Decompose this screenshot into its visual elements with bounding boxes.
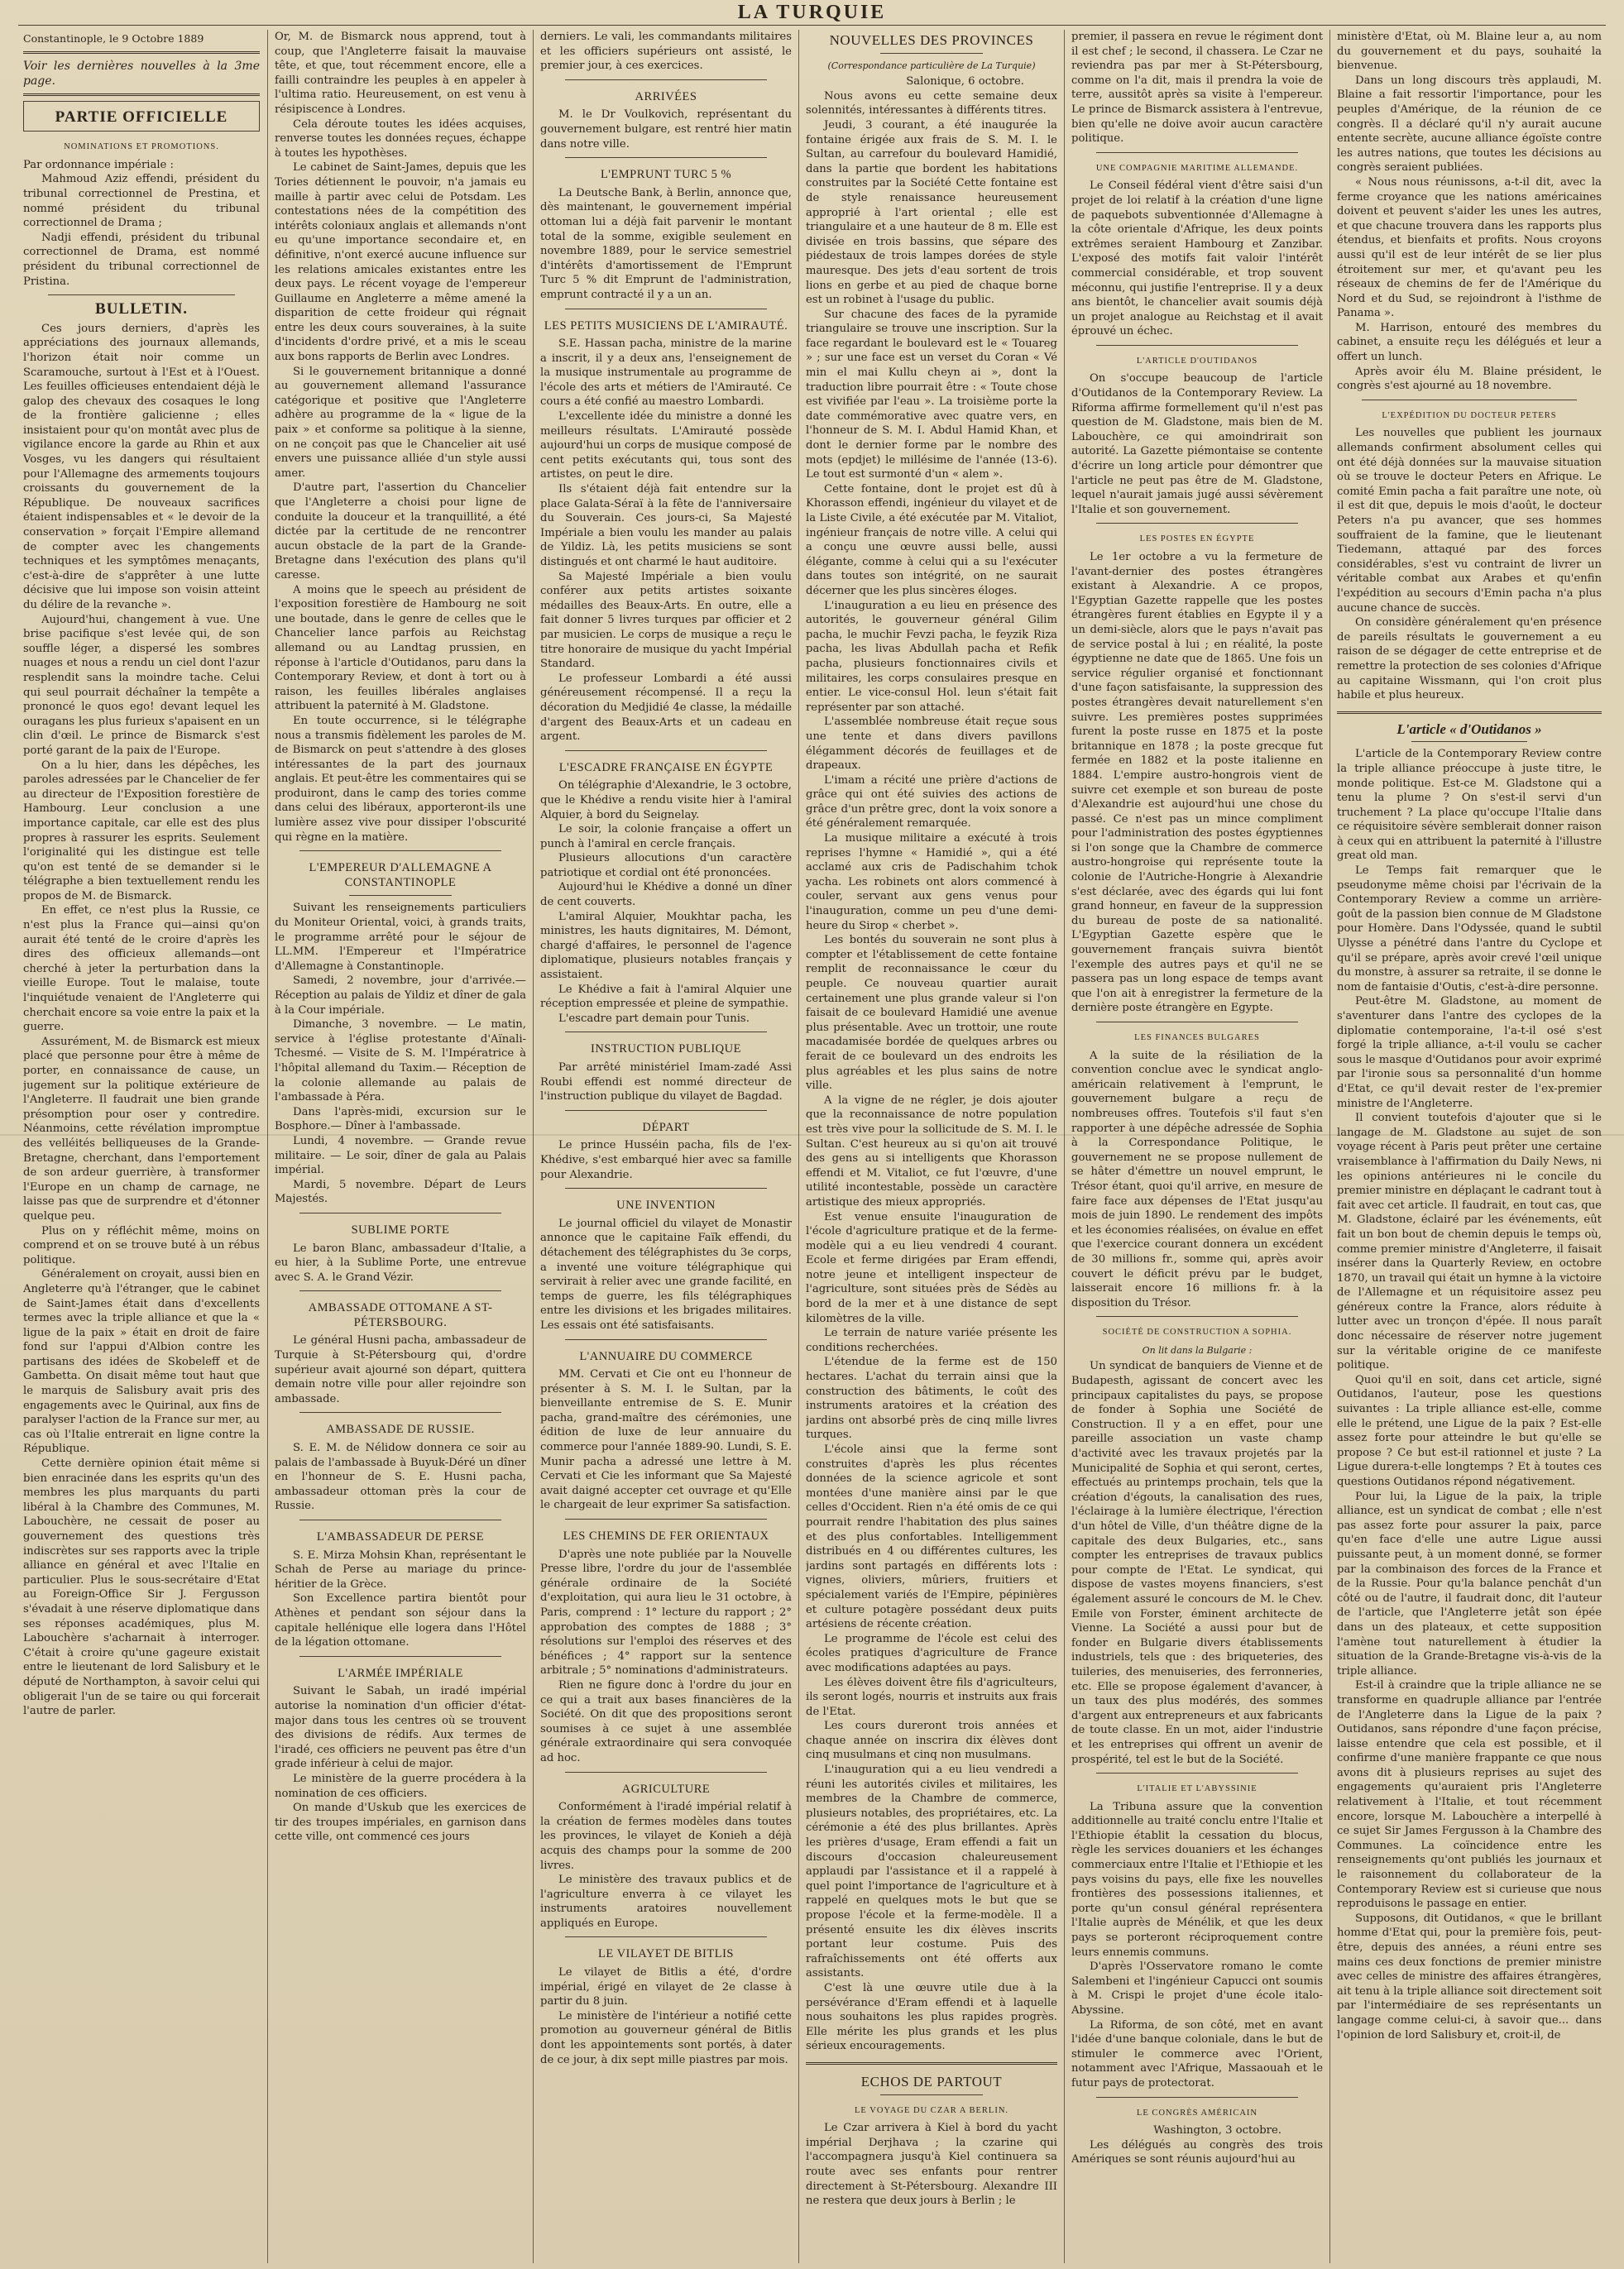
finances-bulgares-title: LES FINANCES BULGARES: [1134, 1033, 1260, 1042]
paragraph: Dimanche, 3 novembre. — Le matin, service à l'église protestante d'Aïnali-Tchesmé. — Visite de S. M. l'Impératrice à l'hôpital allemand du Taxim.— Réception de la colonie allemande au palais de l'ambassade à Péra.: [275, 1018, 526, 1104]
paragraph: Lundi, 4 novembre. — Grande revue militaire. — Le soir, dîner de gala au Palais impérial.: [275, 1134, 526, 1177]
paragraph: On télégraphie d'Alexandrie, le 3 octobre, que le Khédive a rendu visite hier à l'amiral Alquier, à bord du Seignelay.: [540, 779, 792, 821]
section-rule: [1096, 345, 1298, 346]
paragraph: Le soir, la colonie française a offert un punch à l'amiral en cercle français.: [540, 823, 792, 850]
paragraph: L'étendue de la ferme est de 150 hectares. L'achat du terrain ainsi que la construction des bâtiments, le coût des instruments aratoires et la création des jardins ont absorbé près de cinq mille livres turques.: [806, 1356, 1057, 1442]
paragraph: Les nouvelles que publient les journaux allemands confirment absolument celles qui ont été déjà données sur la mauvaise situation où se trouve le docteur Peters en Afrique. Le comité Emin pacha a fait paraître une note, où il est dit que, depuis le mois d'août, le docteur Peters n'a pu avancer, que ses hommes souffraient de la famine, que le lieutenant Tiedemann, attaqué par des forces considérables, s'est vu contraint de livrer un véritable combat aux Arabes et qu'enfin l'expédition au secours d'Emin pacha n'a plus aucune chance de succès.: [1337, 427, 1602, 615]
paragraph: Aujourd'hui le Khédive a donné un dîner de cent couverts.: [540, 881, 792, 909]
annuaire-title: L'ANNUAIRE DU COMMERCE: [579, 1349, 753, 1363]
paragraph: Est venue ensuite l'inauguration de l'école d'agriculture pratique et de la ferme-modèle qui a eu lieu vendredi 4 courant. Ecole et ferme dirigées par Eram effendi, notre jeune et intelligent inspecteur de l'agriculture, sont situées près de Sédès au bord de la mer et à une distance de sept kilomètres de la ville.: [806, 1210, 1057, 1325]
paragraph: Les délégués au congrès des trois Amériques se sont réunis aujourd'hui au: [1071, 2138, 1323, 2166]
paragraph: Les cours dureront trois années et chaque année on inscrira dix élèves dont cinq musulmans et cinq non musulmans.: [806, 1720, 1057, 1762]
nomination-item: Par ordonnance impériale :: [23, 158, 174, 171]
paragraph: Il convient toutefois d'ajouter que si le langage de M. Gladstone au sujet de son voyage récent à Paris peut prêter une certaine vraisemblance à l'affirmation du Daily News, ni les opinions antérieures ni le concile du premier ministre en déplaçant le cadrant tout à fait avec cet article. Il faudrait, en tout cas, que M. Gladstone, éclairé par les événements, eût fait un bon bout de chemin depuis le temps où, comme premier ministre d'Angleterre, il faisait insérer dans la Quarterly Review, en octobre 1870, un travail qui était un hymne à la victoire de l'Allemagne et un réquisitoire assez peu généreux contre la France, alors réduite à lutter avec un tronçon d'épée. Il nous paraît donc nécessaire de réserver notre jugement sur la véritable origine de ce manifeste politique.: [1337, 1112, 1602, 1372]
section-rule: [299, 850, 501, 851]
paragraph: En effet, ce n'est plus la Russie, ce n'est plus la France qui—ainsi qu'on aurait été tenté de le croire d'après les dires des officieux allemands—ont cherché à jeter la perturbation dans la vieille Europe. Tout le malaise, toute l'inquiétude venaient de l'Angleterre qui cherchait encore sa voie entre la paix et la guerre.: [23, 904, 260, 1034]
paragraph: Samedi, 2 novembre, jour d'arrivée.— Réception au palais de Yildiz et dîner de gala à la Cour impériale.: [275, 974, 526, 1017]
column-separator: [1064, 30, 1065, 2263]
depart-title: DÉPART: [642, 1120, 690, 1134]
section-rule: [565, 1110, 767, 1111]
paragraph: Sur chacune des faces de la pyramide triangulaire se trouve une inscription. Sur la face regardant le boulevard est le « Touareg » ; sur une face est un verset du Coran « Vé min el mai Kullu cheyn ai », dont la traduction libre pourrait être : « Toute chose est vivifiée par l'eau ». La troisième porte la date commémorative avec quatre vers, en l'honneur de S. M. I. Abdul Hamid Khan, et dont le dernier forme par le nombre des mots (epdjet) le millésime de l'année (13-6). Le tout est surmonté d'un « alem ».: [806, 308, 1057, 481]
nouvelles-provinces-title: NOUVELLES DES PROVINCES: [829, 32, 1034, 48]
column-1: [23, 30, 260, 2263]
section-rule: [1337, 711, 1602, 714]
congres-americain-title: LE CONGRÈS AMÉRICAIN: [1136, 2108, 1258, 2118]
paragraph: Le professeur Lombardi a été aussi généreusement récompensé. Il a reçu la décoration du Medjidié 4e classe, la médaille d'argent des Beaux-Arts et un cadeau en argent.: [540, 672, 792, 744]
paragraph: « Nous nous réunissons, a-t-il dit, avec la ferme croyance que les nations américaines doivent et peuvent s'aider les unes les autres, et que chacune trouvera dans les rapports plus étendus, et bienfaits et profits. Nous croyons aussi qu'il est de leur intérêt de se lier plus étroitement sur mer, et qu'avant peu les réseaux de chemins de fer de l'Amérique du Nord et du Sud, se rejoindront à l'isthme de Panama ».: [1337, 175, 1602, 320]
section-rule: [806, 2062, 1057, 2065]
section-rule: [1096, 152, 1298, 153]
column-2: [275, 30, 526, 2263]
section-rule: [565, 1936, 767, 1937]
paragraph: Aujourd'hui, changement à vue. Une brise pacifique s'est levée qui, de son souffle léger, a dispersé les sombres nuages et nous a rendu un ciel dont l'azur resplendit sans la moindre tache. Celui qui seul pourrait déchaîner la tempête a prononcé le quos ego! devant lequel les ouragans les plus furieux s'apaisent en un clin d'œil. Le prince de Bismarck s'est porté garant de la paix de l'Europe.: [23, 613, 260, 757]
heading-rule: [880, 53, 983, 54]
column-6: [1337, 30, 1602, 2263]
chemins-title: LES CHEMINS DE FER ORIENTAUX: [563, 1529, 769, 1544]
paragraph: L'école ainsi que la ferme sont construites d'après les plus récentes données de la science agricole et sont montées d'une manière ainsi par le que celles d'Occident. Rien n'a été omis de ce qui pourrait rendre l'habitation des plus saines et des plus confortables. Intelligemment distribués en 4 ou différentes cultures, les jardins sont partagés en différents lots : vignes, oliviers, mûriers, fruitiers et spécialement variés de l'Empire, pépinières et culture potagère possédant deux puits artésiens de récente création.: [806, 1443, 1057, 1631]
instruction-title: INSTRUCTION PUBLIQUE: [591, 1042, 741, 1056]
paragraph: Un syndicat de banquiers de Vienne et de Budapesth, agissant de concert avec les principaux capitalistes du pays, se propose de fonder à Sophia une Société de Construction. Il y a en effet, pour une pareille association un vaste champ d'activité avec les travaux projetés par la Municipalité de Sophia et qui seront, certes, effectués au printemps prochain, tels que la création d'égouts, la canalisation des rues, l'éclairage à la lumière électrique, l'érection d'un hôtel de Ville, d'un théâtre digne de la capitale des deux Bulgaries, etc., sans compter les entreprises de travaux publics pour compte de l'Etat. Le syndicat, qui dispose de vastes moyens financiers, s'est également assuré le concours de M. le Chev. Emile von Forster, éminent architecte de Vienne. La Société a aussi pour but de fonder en Bulgarie divers établissements industriels, tels que : des briqueteries, des tuileries, des menuiseries, des ferronneries, etc. Elle se propose également d'avancer, à un taux des plus modérés, des sommes d'argent aux entrepreneurs et aux fabricants de toute classe. En un mot, aider l'industrie et les entreprises qui offrent un avenir de prospérité, tel est le but de la Société.: [1071, 1360, 1323, 1766]
paragraph: D'autre part, l'assertion du Chancelier que l'Angleterre a choisi pour ligne de conduite la douceur et la tranquillité, a été dictée par la certitude de ne rencontrer aucun obstacle de la part de la Grande-Bretagne dans l'exécution des plans qu'il caresse.: [275, 481, 526, 582]
nominations-heading: NOMINATIONS ET PROMOTIONS.: [64, 142, 219, 152]
section-rule: [565, 79, 767, 80]
paragraph: A la vigne de ne régler, je dois ajouter que la reconnaissance de notre population est très vive pour la sollicitude de S. M. I. le Sultan. C'est heureux au si qu'on ait trouvé des gens au si intelligents que Khorasson effendi et M. Vitaliot, ce fut l'œuvre, d'une utilité incontestable, possède un caractère artistique des mieux appropriés.: [806, 1094, 1057, 1209]
paragraph: Jeudi, 3 courant, a été inaugurée la fontaine érigée aux frais de S. M. I. le Sultan, au carrefour du boulevard Hamidié, dans la partie que bordent les habitations construites par la Société Cette fontaine est de style renaissance heureusement approprié à l'art oriental ; elle est triangulaire et a une hauteur de 8 m. Elle est divisée en trois bassins, que sépare des piédestaux de trois lampes dorées de style mauresque. Des jets d'eau sortent de trois lions en gerbe et au pied de chaque borne est un robinet à l'usage du public.: [806, 118, 1057, 307]
paragraph: Or, M. de Bismarck nous apprend, tout à coup, que l'Angleterre faisait la mauvaise tête, et que, tout récemment encore, elle a failli contraindre les peuples à en appeler à l'ultima ratio. Heureusement, on est venu à résipiscence à Londres.: [275, 31, 526, 116]
ambassade-russie-title: AMBASSADE DE RUSSIE.: [326, 1423, 475, 1437]
paragraph: Mardi, 5 novembre. Départ de Leurs Majestés.: [275, 1178, 526, 1206]
section-rule: [299, 1656, 501, 1657]
paragraph: derniers. Le vali, les commandants militaires et les officiers supérieurs ont assisté, le premier jour, à ces exercices.: [540, 31, 792, 73]
paragraph: MM. Cervati et Cie ont eu l'honneur de présenter à S. M. I. le Sultan, par la bienveillante entremise de S. E. Munir pacha, grand-maître des cérémonies, une édition de luxe de leur annuaire du commerce pour l'année 1889-90. Lundi, S. E. Munir pacha a adressé une lettre à M. Cervati et Cie les informant que Sa Majesté avait daigné accepter cet ouvrage et qu'Elle le chargeait de leur exprimer Sa satisfaction.: [540, 1368, 792, 1512]
ambassadeur-perse-title: L'AMBASSADEUR DE PERSE: [316, 1530, 485, 1544]
societe-construction-title: SOCIÉTÉ DE CONSTRUCTION A SOPHIA.: [1102, 1328, 1292, 1338]
paper-fold: [0, 1134, 1624, 1136]
paragraph: A moins que le speech au président de l'exposition forestière de Hambourg ne soit une boutade, dans le genre de celles que le Chancelier lance parfois au Reichstag allemand ou au Landtag prussien, en réponse à l'article d'Outidanos, paru dans la Contemporary Review, et dont à tort ou à raison, les feuilles libérales anglaises attribuent la paternité à M. Gladstone.: [275, 583, 526, 713]
arrivees-title: ARRIVÉES: [635, 89, 697, 103]
postes-egypte-title: LES POSTES EN ÉGYPTE: [1139, 534, 1255, 544]
paragraph: Conformément à l'iradé impérial relatif à la création de fermes modèles dans toutes les provinces, le vilayet de Konieh a déjà acquis des champs pour la somme de 200 livres.: [540, 1801, 792, 1872]
dateline: Constantinople, le 9 Octobre 1889: [23, 32, 204, 45]
bulletin-continued: [275, 30, 526, 845]
paragraph: Le prince Husséin pacha, fils de l'ex-Khédive, s'est embarqué hier avec sa famille pour Alexandrie.: [540, 1139, 792, 1181]
section-rule: [1096, 2097, 1298, 2098]
paragraph: Le programme de l'école est celui des écoles pratiques d'agriculture de France avec modifications adaptées au pays.: [806, 1632, 1057, 1674]
paragraph: Ils s'étaient déjà fait entendre sur la place Galata-Séraï à la fête de l'anniversaire du Souverain. Ces jours-ci, Sa Majesté Impériale a bien voulu les mander au palais de Yildiz. Là, les petits musiciens se sont distingués et ont charmé le haut auditoire.: [540, 483, 792, 568]
paragraph: Cette dernière opinion était même si bien enracinée dans les esprits qu'un des membres les plus marquants du parti libéral à la Chambre des Communes, M. Labouchère, ne cessait de poser au gouvernement des questions très indiscrètes sur ses rapports avec la triple alliance en général et avec l'Italie en particulier. Plus le sous-secrétaire d'Etat au Foreign-Office Sir J. Fergusson s'évadait à une réserve diplomatique dans ses réponses académiques, plus M. Labouchère s'acharnait à interroger. C'était à croire qu'une gageure existait entre le lieutenant de lord Salisbury et le député de Northampton, à savoir celui qui obligerait l'un de se taire ou qui forcerait l'autre de parler.: [23, 1458, 260, 1718]
notice-rule: [23, 93, 260, 96]
echos-title: ECHOS DE PARTOUT: [860, 2073, 1003, 2089]
paragraph: Le ministère des travaux publics et de l'agriculture enverra à ce vilayet les instruments aratoires nouvellement appliqués en Europe.: [540, 1874, 792, 1930]
article-outidanos-heading: L'article « d'Outidanos »: [1396, 720, 1542, 737]
nomination-item: Mahmoud Aziz effendi, président du tribunal correctionnel de Prestina, et nommé président du tribunal correctionnel de Drama ;: [23, 173, 260, 230]
column-separator: [267, 30, 268, 2263]
partie-officielle-box: [23, 101, 260, 132]
section-rule: [299, 1290, 501, 1291]
paragraph: D'après l'Osservatore romano le comte Salembeni et l'ingénieur Capucci ont soumis à M. Crispi le projet d'une école italo-Abyssine.: [1071, 1960, 1323, 2017]
escadre-title: L'ESCADRE FRANÇAISE EN ÉGYPTE: [558, 760, 774, 774]
ambassade-ottomane-title: AMBASSADE OTTOMANE A ST-PÉTERSBOURG.: [308, 1301, 493, 1329]
paragraph: Le ministère de la guerre procédera à la nomination de ces officiers.: [275, 1772, 526, 1800]
societe-source: On lit dans la Bulgarie :: [1142, 1344, 1253, 1356]
paragraph: Plus on y réfléchit même, moins on comprend et on se trouve buté à un rébus politique.: [23, 1224, 260, 1266]
paragraph: premier, il passera en revue le régiment dont il est chef ; le second, il chassera. Le Czar ne reviendra pas par mer à St-Pétersbourg, comme on l'a dit, mais il prendra la voie de terre, aussitôt après sa visite à l'empereur. Le prince de Bismarck assistera à l'entrevue, bien qu'elle ne doive avoir aucun caractère politique.: [1071, 31, 1323, 146]
paragraph: Le Khédive a fait à l'amiral Alquier une réception empressée et pleine de sympathie.: [540, 983, 792, 1011]
paragraph: Le cabinet de Saint-James, depuis que les Tories détiennent le pouvoir, n'a jamais eu maille à partir avec celui de Potsdam. Les contestations nées de la compétition des intérêts coloniaux anglais et allemands n'ont eu qu'une importance secondaire et, en définitive, n'ont exercé aucune influence sur les relations amicales existantes entre les deux pays. Le récent voyage de l'empereur Guillaume en Angleterre a même amené la disparition de cette froideur qui régnait entre les deux cours souveraines, à la suite d'incidents d'ordre privé, et a mis le sceau aux bons rapports de Berlin avec Londres.: [275, 161, 526, 364]
empereur-title: L'EMPEREUR D'ALLEMAGNE A CONSTANTINOPLE: [309, 861, 492, 889]
compagnie-maritime-title: UNE COMPAGNIE MARITIME ALLEMANDE.: [1095, 163, 1299, 173]
partie-officielle-title: PARTIE OFFICIELLE: [55, 108, 228, 126]
paragraph: Le Temps fait remarquer que le pseudonyme même choisi par l'écrivain de la Contemporary Review a comme un arrière-goût de la passion bien connue de M Gladstone pour Homère. Dans l'Odyssée, quand le subtil Ulysse a pénétré dans l'antre du Cyclope et qu'il se prépare, après avoir crevé l'œil unique du monstre, à assurer sa retraite, il se donne le nom de fantaisie d'Outis, c'est-à-dire personne.: [1337, 864, 1602, 993]
column-4: [806, 30, 1057, 2263]
paragraph: A la suite de la résiliation de la convention conclue avec le syndicat anglo-américain relativement à l'emprunt, le gouvernement bulgare a reçu de nombreuses offres. Toutefois s'il faut s'en rapporter à une dépêche adressée de Sophia à la Correspondance Politique, le gouvernement ne se propose nullement de se hâter d'émettre un nouvel emprunt, le Trésor étant, quoi qu'il arrive, en mesure de faire face aux dépenses de l'Etat jusqu'au mois de juin 1890. Le rendement des impôts et les économies réalisées, on évalue en effet que l'exercice courant donnera un excédent de 30 millions fr., somme qui, après avoir couvert le déficit prévu par le budget, laisserait encore 16 millions fr. à la disposition du Trésor.: [1071, 1049, 1323, 1309]
paragraph: Ces jours derniers, d'après les appréciations des journaux allemands, l'horizon était noir comme un Scaramouche, surtout à l'Est et à l'Ouest. Les feuilles officieuses entendaient déjà le galop des chevaux des cosaques le long de la frontière galicienne ; elles insistaient pour qu'on montât avec plus de vigilance encore la garde au Rhin et aux Vosges, vu les dangers qui résultaient pour l'Allemagne des armements toujours croissants du gouvernement de la République. De nouveaux sacrifices étaient indispensables et « le devoir de la conservation » forçait l'Empire allemand de compter avec les changements techniques et les symptômes menaçants, c'est-à-dire de s'apprêter à une lutte décisive que lui impose son voisin atteint du délire de la revanche ».: [23, 322, 260, 611]
paragraph: C'est là une œuvre utile due à la persévérance d'Eram effendi et à laquelle nous souhaitons les plus rapides progrès. Elle mérite les plus grands et les plus sérieux encouragements.: [806, 1981, 1057, 2053]
masthead: [0, 0, 1624, 25]
paragraph: Nous avons eu cette semaine deux solennités, intéressantes à différents titres.: [806, 89, 1057, 117]
header-rule: [18, 25, 1606, 26]
paragraph: Le vilayet de Bitlis a été, d'ordre impérial, érigé en vilayet de 2e classe à partir du 8 juin.: [540, 1966, 792, 2008]
heading-rule: [1411, 741, 1527, 742]
paragraph: Assurément, M. de Bismarck est mieux placé que personne pour être à même de porter, en connaissance de cause, un jugement sur la politique extérieure de l'Angleterre. Il faudrait une bien grande présomption pour oser y contredire. Néanmoins, cette révélation impromptue des velléités belliqueuses de la Grande-Bretagne, cherchant, dans l'emportement de son ardeur guerrière, à transformer l'Europe en un champ de carnage, ne laisse pas que de surprendre et d'étonner quelque peu.: [23, 1035, 260, 1223]
paragraph: Suivant les renseignements particuliers du Moniteur Oriental, voici, à grands traits, le programme arrêté pour le séjour de LL.MM. l'Empereur et l'Impératrice d'Allemagne à Constantinople.: [275, 902, 526, 973]
paragraph: L'inauguration qui a eu lieu vendredi a réuni les autorités civiles et militaires, les membres de la Chambre de commerce, plusieurs notables, des propriétaires, etc. La cérémonie a été des plus brillantes. Après les prières d'usage, Eram effendi a fait un discours d'occasion chaleureusement applaudi par l'assistance et il a rappelé à quel point l'importance de l'agriculture et à rappelé en quelques mots le but que se propose l'école et la ferme-modèle. Il a présenté ensuite les dix élèves inscrits portant leur costume. Puis des rafraîchissements ont été offerts aux assistants.: [806, 1764, 1057, 1980]
paragraph: L'assemblée nombreuse était reçue sous une tente et dans divers pavillons élégamment décorés de feuillages et de drapeaux.: [806, 716, 1057, 773]
paragraph: La musique militaire a exécuté à trois reprises l'hymne « Hamidié », qui a été acclamé aux cris de Padischahim tchok yacha. Les robinets ont alors commencé à couler, servant aux gens venus pour l'inauguration, comme un peu d'une demi-heure du Sirop « cherbet ».: [806, 832, 1057, 932]
section-rule: [565, 1772, 767, 1773]
paragraph: Les élèves doivent être fils d'agriculteurs, ils seront logés, nourris et instruits aux frais de l'Etat.: [806, 1676, 1057, 1718]
paragraph: Est-il à craindre que la triple alliance ne se transforme en quadruple alliance par l'entrée de l'Angleterre dans la Ligue de la paix ? Outidanos, sans répondre d'une façon précise, laisse entendre que cela est possible, et il confirme d'une manière frappante ce que nous avons dit à plusieurs reprises au sujet des engagements qu'auraient pris l'Angleterre relativement à l'Italie, et tout récemment encore, lorsque M. Labouchère a interpellé à ce sujet Sir James Fergusson à la Chambre des Communes. La coïncidence entre les renseignements qu'ont publiés les journaux et le raisonnement du collaborateur de la Contemporary Review est si curieuse que nous reproduisons le passage en entier.: [1337, 1679, 1602, 1911]
expedition-peters-title: L'EXPÉDITION DU DOCTEUR PETERS: [1382, 410, 1557, 420]
provinces-dateline: Salonique, 6 octobre.: [906, 75, 1024, 89]
section-rule: [1096, 1773, 1298, 1774]
paragraph: On mande d'Uskub que les exercices de tir des troupes impériales, en garnison dans cette ville, ont commencé ces jours: [275, 1802, 526, 1844]
paragraph: Rien ne figure donc à l'ordre du jour en ce qui a trait aux bases financières de la Société. On dit que des propositions seront soumises à ce sujet à une assemblée générale extraordinaire qui sera convoquée ad hoc.: [540, 1678, 792, 1764]
paragraph: S. E. Mirza Mohsin Khan, représentant le Schah de Perse au mariage du prince-héritier de la Grèce.: [275, 1549, 526, 1591]
section-rule: [48, 294, 235, 295]
paragraph: Plusieurs allocutions d'un caractère patriotique et cordial ont été prononcées.: [540, 852, 792, 879]
section-rule: [565, 157, 767, 158]
paragraph: L'article de la Contemporary Review contre la triple alliance préoccupe à juste titre, le monde politique. Est-ce M. Gladstone qui a tenu la plume ? On s'est-il servi d'un truchement ? La place qu'occupe l'Italie dans ce réquisitoire sévère semblerait donner raison à ceux qui en attribuent la paternité à l'illustre great old man.: [1337, 748, 1602, 863]
paragraph: Cela déroute toutes les idées acquises, renverse toutes les données reçues, échappe à toutes les hypothèses.: [275, 117, 526, 160]
section-rule: [565, 1519, 767, 1520]
paragraph: On considère généralement qu'en présence de pareils résultats le gouvernement a eu raison de se dégager de cette entreprise et de remettre la protection de ses colonies d'Afrique au capitaine Wissmann, qui l'on croit plus habile et plus heureux.: [1337, 616, 1602, 702]
paragraph: Par arrêté ministériel Imam-zadé Assi Roubi effendi est nommé directeur de l'instruction publique du vilayet de Bagdad.: [540, 1061, 792, 1103]
invention-title: UNE INVENTION: [616, 1199, 716, 1213]
armee-imperiale-title: L'ARMÉE IMPÉRIALE: [338, 1666, 463, 1680]
newspaper-title: LA TURQUIE: [737, 2, 887, 23]
section-rule: [1096, 523, 1298, 524]
dateline-rule: [23, 51, 260, 54]
paragraph: On a lu hier, dans les dépêches, les paroles adressées par le Chancelier de fer au directeur de l'Exposition forestière de Hambourg. Leur conclusion a une importance capitale, car elle est des plus propres à rassurer les esprits. Seulement l'originalité qui les distingue est telle qu'on est tenté de se demander si le télégraphe a bien textuellement rendu les propos de M. de Bismarck.: [23, 759, 260, 902]
paragraph: Après avoir élu M. Blaine président, le congrès s'est ajourné au 18 novembre.: [1337, 365, 1602, 393]
paragraph: Sa Majesté Impériale a bien voulu conférer aux petits artistes soixante médailles des Beaux-Arts. En outre, elle a fait donner 5 livres turques par officier et 2 par musicien. Le corps de musique a reçu le titre honoraire de musique du yacht Impérial Standard.: [540, 570, 792, 671]
paragraph: M. le Dr Voulkovich, représentant du gouvernement bulgare, est rentré hier matin dans notre ville.: [540, 108, 792, 151]
bitlis-title: LE VILAYET DE BITLIS: [598, 1947, 734, 1961]
paragraph: L'inauguration a eu lieu en présence des autorités, le gouverneur général Gilim pacha, le muchir Fevzi pacha, le feyzik Riza pacha, les livas Abdullah pacha et Refik pacha, plusieurs fonctionnaires civils et militaires, les corps consulaires presque en entier. Le vice-consul Hol. leun s'était fait représenter par son attaché.: [806, 599, 1057, 714]
paragraph: Si le gouvernement britannique a donné au gouvernement allemand l'assurance catégorique et positive que l'Angleterre adhère au programme de la « ligue de la paix » et conforme sa politique à la sienne, on ne conçoit pas que le Chancelier ait usé envers une puissance alliée d'un style aussi amer.: [275, 365, 526, 480]
musiciens-title: LES PETITS MUSICIENS DE L'AMIRAUTÉ.: [544, 318, 788, 333]
paragraph: L'amiral Alquier, Moukhtar pacha, les ministres, les hauts dignitaires, M. Démont, chargé d'affaires, le personnel de l'agence diplomatique, plusieurs notables français y assistaient.: [540, 910, 792, 982]
paragraph: Dans un long discours très applaudi, M. Blaine a fait ressortir l'importance, pour les peuples d'Amérique, de la réunion de ce congrès. Il a déclaré qu'il n'y aurait aucune entente secrète, aucune alliance égoïste contre les autres nations, que toutes les décisions au congrès seraient publiées.: [1337, 74, 1602, 175]
column-5: [1071, 30, 1323, 2263]
section-rule: [299, 1412, 501, 1413]
paragraph: La Tribuna assure que la convention additionnelle au traité conclu entre l'Italie et l'Ethiopie établit la cessation du blocus, règle les services douaniers et les échanges commerciaux entre l'Italie et l'Ethiopie et les pays voisins du pays, elle fixe les nouvelles frontières des possessions italiennes, et porte qu'un consul général représentera l'Italie auprès de Ménélik, et que les deux pays se porteront réciproquement contre leurs ennemis communs.: [1071, 1800, 1323, 1959]
column-separator: [798, 30, 799, 2263]
paragraph: Les bontés du souverain ne sont plus à compter et l'établissement de cette fontaine remplit de reconnaissance le cœur du peuple. Ce nouveau quartier aurait certainement une plus grande valeur si l'on faisait de ce boulevard Hamidié une avenue plus présentable. Avec un trottoir, une route macadamisée bordée de quelques arbres ou ferait de ce boulevard un des endroits les plus agréables et les plus sains de notre ville.: [806, 934, 1057, 1093]
section-rule: [1096, 1316, 1298, 1317]
paragraph: La Riforma, de son côté, met en avant l'idée d'une banque coloniale, dans le but de stimuler le commerce avec l'Orient, notamment avec l'Afrique, Massaouah et le futur pays de protectorat.: [1071, 2018, 1323, 2089]
heading-rule: [349, 895, 452, 896]
bulletin-title: BULLETIN.: [95, 300, 188, 318]
paragraph: Le journal officiel du vilayet de Monastir annonce que le capitaine Faïk effendi, du détachement des télégraphistes du 3e corps, a inventé une voiture télégraphique qui servirait à relier avec une grande facilité, en temps de guerre, les fils télégraphiques entre les divisions et les brigades militaires. Les essais ont été satisfaisants.: [540, 1217, 792, 1332]
voyage-czar-title: LE VOYAGE DU CZAR A BERLIN.: [854, 2105, 1009, 2115]
section-rule: [565, 750, 767, 751]
paragraph: La Deutsche Bank, à Berlin, annonce que, dès maintenant, le gouvernement impérial ottoman lui a déjà fait parvenir le montant total de la somme, exigible seulement en novembre 1889, pour le service semestriel d'intérêts d'amortissement de l'Emprunt Turc 5 % dit Emprunt de l'administration, emprunt contracté il y a un an.: [540, 186, 792, 301]
paragraph: L'imam a récité une prière d'actions de grâce qui ont été suivies des actions de grâce d'un prêtre grec, dont la voix sonore a été généralement remarquée.: [806, 773, 1057, 831]
paragraph: S.E. Hassan pacha, ministre de la marine a inscrit, il y a deux ans, l'enseignement de la musique instrumentale au programme de l'école des arts et métiers de l'Amirauté. Ce cours a été confié au maestro Lombardi.: [540, 337, 792, 409]
section-rule: [565, 1339, 767, 1340]
correspondance-subtitle: (Correspondance particulière de La Turquie): [827, 60, 1036, 71]
paragraph: L'excellente idée du ministre a donné les meilleurs résultats. L'Amirauté possède aujourd'hui un corps de musique composé de cent petits exécutants qui, tous sont des artistes, on peut le dire.: [540, 410, 792, 481]
bulletin-article: [23, 322, 260, 1719]
paragraph: Le ministère de l'intérieur a notifié cette promotion au gouverneur général de Bitlis dont les appointements sont portés, à dater de ce jour, à dix sept mille piastres par mois.: [540, 2009, 792, 2066]
column-separator: [533, 30, 534, 2263]
paragraph: En toute occurrence, si le télégraphe nous a transmis fidèlement les paroles de M. de Bismarck on peut s'attendre à des gloses intéressantes de la part des journaux anglais. Et peut-être les commentaires qui se produiront, dans le camp des tories comme dans celui des libéraux, apporteront-ils une lumière assez vive pour dissiper l'obscurité qui règne en la matière.: [275, 714, 526, 844]
paragraph: Quoi qu'il en soit, dans cet article, signé Outidanos, l'auteur, pose les questions suivantes : La triple alliance est-elle, comme elle le prétend, une Ligue de la paix ? Est-elle assez forte pour atteindre le but qu'elle se propose ? Ce but est-il rationnel et juste ? La Ligue durera-t-elle longtemps ? Et à toutes ces questions Outidanos répond négativement.: [1337, 1373, 1602, 1488]
article-outidanos-title: L'ARTICLE D'OUTIDANOS: [1136, 356, 1258, 366]
paragraph: Le Czar arrivera à Kiel à bord du yacht impérial Derjhava ; la czarine qui l'accompagnera jusqu'à Kiel continuera sa route avec ses enfants pour rentrer directement à St-Pétersbourg. Alexandre III ne restera que deux jours à Berlin ; le: [806, 2122, 1057, 2208]
paragraph: Peut-être M. Gladstone, au moment de s'aventurer dans l'antre des cyclopes de la diplomatie contemporaine, l'a-t-il osé s'est forgé la triple alliance, a-t-il voulu se cacher sous le masque d'Outidanos pour avoir exprimé par l'ironie sous sa personnalité d'un homme d'Etat, ce qu'il devait rester de l'ex-premier ministre de l'Angleterre.: [1337, 995, 1602, 1110]
paragraph: D'après une note publiée par la Nouvelle Presse libre, l'ordre du jour de l'assemblée générale ordinaire de la Société d'exploitation, qui aura lieu le 31 octobre, à Paris, comprend : 1° lecture du rapport ; 2° approbation des comptes de 1888 ; 3° résolutions sur l'emploi des réserves et des bénéfices ; 4° rapport sur la sentence arbitrale ; 5° nominations d'administrateurs.: [540, 1548, 792, 1678]
congres-dateline: Washington, 3 octobre.: [1153, 2124, 1281, 2137]
section-rule: [565, 1188, 767, 1189]
paragraph: L'escadre part demain pour Tunis.: [558, 1012, 750, 1025]
paragraph: Le 1er octobre a vu la fermeture de l'avant-dernier des postes étrangères existant à Alexandrie. A ce propos, l'Egyptian Gazette rappelle que les postes étrangères furent établies en Egypte il y a un demi-siècle, alors que le pays n'avait pas de service postal à lui ; en réalité, la poste égyptienne ne date que de 1865. Une fois un service régulier organisé et fonctionnant d'une façon satisfaisante, la suppression des postes étrangères devait naturellement s'en suivre. Les premières postes supprimées furent la poste russe en 1875 et la poste britannique en 1878 ; la poste grecque fut fermée en 1882 et la poste italienne en 1884. L'empire austro-hongrois vient de suivre cet exemple et son bureau de poste d'Alexandrie est aujourd'hui une chose du passé. Ce n'est pas un mince compliment pour l'administration des postes égyptiennes si l'on songe que la Chambre de commerce austro-hongroise qui représente toute la colonie de l'Autriche-Hongrie à Alexandrie s'est déclarée, avec des égards qui lui font grand honneur, en faveur de la suppression du bureau de poste de sa nationalité. L'Egyptian Gazette espère que le gouvernement français suivra bientôt l'exemple des autres pays et qu'il ne se passera pas un long espace de temps avant que l'on ait à enregistrer la fermeture de la dernière poste étrangère en Egypte.: [1071, 551, 1323, 1015]
paragraph: Cette fontaine, dont le projet est dû à Khorasson effendi, ingénieur du vilayet et de la Liste Civile, a été exécutée par M. Vitaliot, ingénieur français de notre ville. A celui qui a conçu une œuvre aussi belle, aussi élégante, comme à celui qui a su l'exécuter dans toutes son intégrité, on ne saurait décerner que les plus sincères éloges.: [806, 482, 1057, 597]
nominations-list: [23, 158, 260, 289]
paragraph: Supposons, dit Outidanos, « que le brillant homme d'Etat qui, pour la première fois, peut-être, depuis des années, a réuni entre ses mains ces deux fonctions de premier ministre avec celles de ministre des affaires étrangères, ait tenu à la triple alliance soit directement soit par l'intermédiaire de ses représentants un langage comme celui-ci, à savoir que... dans l'opinion de lord Salisbury et, croit-il, de: [1337, 1912, 1602, 2042]
paragraph: Le général Husni pacha, ambassadeur de Turquie à St-Pétersbourg qui, d'ordre supérieur avait ajourné son départ, quittera demain notre ville pour aller rejoindre son ambassade.: [275, 1334, 526, 1405]
agriculture-title: AGRICULTURE: [621, 1782, 711, 1796]
paragraph: Suivant le Sabah, un iradé impérial autorise la nomination d'un officier d'état-major dans tous les centres où se trouvent des divisions de rédifs. Aux termes de l'iradé, ces officiers ne peuvent pas être d'un grade inférieur à celui de major.: [275, 1685, 526, 1771]
paragraph: M. Harrison, entouré des membres du cabinet, a ensuite reçu les délégués et leur a offert un lunch.: [1337, 321, 1602, 364]
paragraph: Dans l'après-midi, excursion sur le Bosphore.— Dîner à l'ambassade.: [275, 1105, 526, 1133]
column-separator: [1329, 30, 1330, 2263]
paragraph: Son Excellence partira bientôt pour Athènes et pendant son séjour dans la capitale hellénique elle logera dans l'Hôtel de la légation ottomane.: [275, 1592, 526, 1649]
paragraph: Pour lui, la Ligue de la paix, la triple alliance, est un syndicat de combat ; elle n'est pas assez forte pour assurer la paix, parce qu'en face d'elle une autre Ligue aussi puissante peut, à un moment donné, se former par la combinaison des forces de la France et de la Russie. Pour qu'la balance penchât d'un côté ou de l'autre, il faudrait donc, dit l'auteur de l'article, que l'Angleterre jetât son épée dans un des plateaux, et cette supposition l'amène tout naturellement à étudier la situation de la Grande-Bretagne vis-à-vis de la triple alliance.: [1337, 1490, 1602, 1678]
paragraph: Le terrain de nature variée présente les conditions recherchées.: [806, 1327, 1057, 1354]
empereur-article: [275, 901, 526, 1206]
paragraph: On s'occupe beaucoup de l'article d'Outidanos de la Contemporary Review. La Riforma affirme formellement qu'il n'est pas question de M. Gladstone, mais bien de M. Labouchère, ce qui amoindrirait son autorité. La Gazette piémontaise se contente d'écrire un long article pour démontrer que l'article ne peut pas être de M. Gladstone, lequel n'aurait jamais jugé aussi sévèrement l'Italie et son gouvernement.: [1071, 372, 1323, 516]
paragraph: S. E. M. de Nélidow donnera ce soir au palais de l'ambassade à Buyuk-Déré un dîner en l'honneur de S. E. Husni pacha, ambassadeur ottoman près la cour de Russie.: [275, 1442, 526, 1513]
nomination-item: Nadji effendi, président du tribunal correctionnel de Drama, est nommé président du tribunal correctionnel de Pristina.: [23, 231, 260, 288]
paragraph: ministère d'Etat, où M. Blaine leur a, au nom du gouvernement et du pays, souhaité la bienvenue.: [1337, 31, 1602, 73]
notice-latest-news: Voir les dernières nouvelles à la 3me page.: [23, 59, 260, 88]
paragraph: Le Conseil fédéral vient d'être saisi d'un projet de loi relatif à la création d'une ligne de paquebots subventionnée d'Allemagne à la côte orientale d'Afrique, les deux points extrêmes seraient Hambourg et Zanzibar. L'exposé des motifs fait valoir l'intérêt commercial considérable, et trop souvent méconnu, qui justifie l'entreprise. Il y a deux ans bientôt, le chancelier avait soumis déjà un projet analogue au Reichstag et il avait éprouvé un échec.: [1071, 180, 1323, 338]
emprunt-title: L'EMPRUNT TURC 5 %: [600, 168, 732, 182]
column-3: [540, 30, 792, 2263]
paragraph: Généralement on croyait, aussi bien en Angleterre qu'à l'étranger, que le cabinet de Saint-James était dans d'excellents termes avec la triple alliance et que la « ligue de la paix » était en droit de faire fond sur l'appui d'Albion contre les partisans des idées de Skobeleff et de Gambetta. On disait même tout haut que le marquis de Salisbury avait pris des engagements avec le Quirinal, aux fins de paralyser l'action de la France sur mer, au cas où l'Italie entrerait en ligne contre la République.: [23, 1268, 260, 1456]
sublime-porte-title: SUBLIME PORTE: [351, 1223, 450, 1237]
italie-abyssinie-title: L'ITALIE ET L'ABYSSINIE: [1137, 1784, 1258, 1794]
paragraph: Le baron Blanc, ambassadeur d'Italie, a eu hier, à la Sublime Porte, une entrevue avec S. A. le Grand Vézir.: [275, 1242, 526, 1284]
heading-rule: [880, 2094, 983, 2095]
